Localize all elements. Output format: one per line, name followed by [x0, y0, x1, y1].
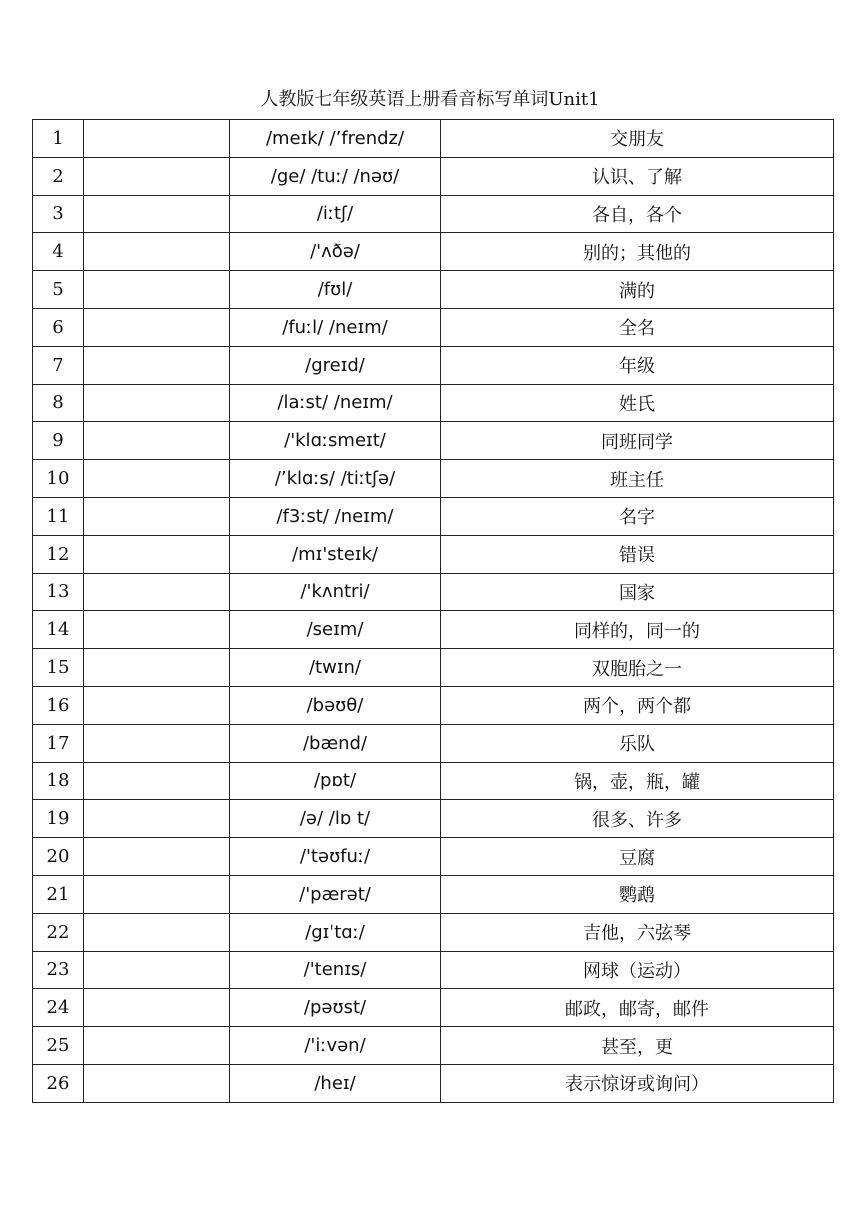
table-row — [33, 951, 834, 989]
table-row — [33, 422, 834, 460]
table-row — [33, 233, 834, 271]
phonetic-transcription: /'ʌðə/ — [230, 233, 441, 271]
chinese-meaning: 很多、许多 — [441, 800, 834, 838]
row-number: 6 — [33, 308, 84, 346]
row-number: 20 — [33, 838, 84, 876]
row-number: 24 — [33, 989, 84, 1027]
table-row — [33, 573, 834, 611]
chinese-meaning: 吉他，六弦琴 — [441, 913, 834, 951]
chinese-meaning: 交朋友 — [441, 120, 834, 158]
phonetic-transcription: /mɪ'steɪk/ — [230, 535, 441, 573]
answer-blank[interactable] — [84, 384, 230, 422]
chinese-meaning: 姓氏 — [441, 384, 834, 422]
row-number: 16 — [33, 686, 84, 724]
vocabulary-table — [32, 119, 834, 1103]
row-number: 25 — [33, 1027, 84, 1065]
row-number: 26 — [33, 1064, 84, 1102]
chinese-meaning: 班主任 — [441, 460, 834, 498]
phonetic-transcription: /bəʊθ/ — [230, 686, 441, 724]
chinese-meaning: 名字 — [441, 497, 834, 535]
row-number: 12 — [33, 535, 84, 573]
row-number: 7 — [33, 346, 84, 384]
row-number: 10 — [33, 460, 84, 498]
answer-blank[interactable] — [84, 120, 230, 158]
row-number: 9 — [33, 422, 84, 460]
vocabulary-table-body — [33, 120, 834, 1103]
answer-blank[interactable] — [84, 422, 230, 460]
table-row — [33, 460, 834, 498]
row-number: 3 — [33, 195, 84, 233]
chinese-meaning: 同班同学 — [441, 422, 834, 460]
phonetic-transcription: /'tenɪs/ — [230, 951, 441, 989]
phonetic-transcription: /’klɑːs/ /tiːtʃə/ — [230, 460, 441, 498]
answer-blank[interactable] — [84, 1064, 230, 1102]
chinese-meaning: 别的；其他的 — [441, 233, 834, 271]
table-row — [33, 762, 834, 800]
answer-blank[interactable] — [84, 913, 230, 951]
answer-blank[interactable] — [84, 800, 230, 838]
row-number: 2 — [33, 157, 84, 195]
chinese-meaning: 邮政，邮寄，邮件 — [441, 989, 834, 1027]
row-number: 23 — [33, 951, 84, 989]
table-row — [33, 649, 834, 687]
phonetic-transcription: /pɒt/ — [230, 762, 441, 800]
table-row — [33, 724, 834, 762]
answer-blank[interactable] — [84, 724, 230, 762]
phonetic-transcription: /twɪn/ — [230, 649, 441, 687]
table-row — [33, 120, 834, 158]
table-row — [33, 1027, 834, 1065]
phonetic-transcription: /fuːl/ /neɪm/ — [230, 308, 441, 346]
table-row — [33, 308, 834, 346]
table-row — [33, 800, 834, 838]
table-row — [33, 989, 834, 1027]
phonetic-transcription: /meɪk/ /’frendz/ — [230, 120, 441, 158]
row-number: 19 — [33, 800, 84, 838]
answer-blank[interactable] — [84, 573, 230, 611]
table-row — [33, 838, 834, 876]
chinese-meaning: 网球（运动） — [441, 951, 834, 989]
chinese-meaning: 甚至，更 — [441, 1027, 834, 1065]
table-row — [33, 384, 834, 422]
answer-blank[interactable] — [84, 649, 230, 687]
chinese-meaning: 两个，两个都 — [441, 686, 834, 724]
answer-blank[interactable] — [84, 233, 230, 271]
chinese-meaning: 乐队 — [441, 724, 834, 762]
row-number: 13 — [33, 573, 84, 611]
answer-blank[interactable] — [84, 195, 230, 233]
table-row — [33, 497, 834, 535]
row-number: 21 — [33, 875, 84, 913]
table-row — [33, 875, 834, 913]
table-row — [33, 913, 834, 951]
answer-blank[interactable] — [84, 497, 230, 535]
answer-blank[interactable] — [84, 838, 230, 876]
row-number: 1 — [33, 120, 84, 158]
row-number: 15 — [33, 649, 84, 687]
row-number: 18 — [33, 762, 84, 800]
answer-blank[interactable] — [84, 875, 230, 913]
phonetic-transcription: /gɪˈtɑː/ — [230, 913, 441, 951]
phonetic-transcription: /heɪ/ — [230, 1064, 441, 1102]
row-number: 14 — [33, 611, 84, 649]
page-title: 人教版七年级英语上册看音标写单词Unit1 — [260, 89, 600, 110]
chinese-meaning: 鹦鹉 — [441, 875, 834, 913]
answer-blank[interactable] — [84, 460, 230, 498]
phonetic-transcription: /'klɑːsmeɪt/ — [230, 422, 441, 460]
chinese-meaning: 全名 — [441, 308, 834, 346]
phonetic-transcription: /seɪm/ — [230, 611, 441, 649]
phonetic-transcription: /f3ːst/ /neɪm/ — [230, 497, 441, 535]
chinese-meaning: 国家 — [441, 573, 834, 611]
chinese-meaning: 年级 — [441, 346, 834, 384]
phonetic-transcription: /greɪd/ — [230, 346, 441, 384]
phonetic-transcription: /iːtʃ/ — [230, 195, 441, 233]
chinese-meaning: 双胞胎之一 — [441, 649, 834, 687]
phonetic-transcription: /bænd/ — [230, 724, 441, 762]
answer-blank[interactable] — [84, 1027, 230, 1065]
chinese-meaning: 满的 — [441, 271, 834, 309]
row-number: 4 — [33, 233, 84, 271]
answer-blank[interactable] — [84, 271, 230, 309]
chinese-meaning: 错误 — [441, 535, 834, 573]
row-number: 8 — [33, 384, 84, 422]
phonetic-transcription: /'təʊfuː/ — [230, 838, 441, 876]
answer-blank[interactable] — [84, 762, 230, 800]
chinese-meaning: 各自，各个 — [441, 195, 834, 233]
phonetic-transcription: /'kʌntri/ — [230, 573, 441, 611]
answer-blank[interactable] — [84, 611, 230, 649]
table-row — [33, 1064, 834, 1102]
answer-blank[interactable] — [84, 308, 230, 346]
answer-blank[interactable] — [84, 989, 230, 1027]
chinese-meaning: 豆腐 — [441, 838, 834, 876]
answer-blank[interactable] — [84, 157, 230, 195]
table-row — [33, 195, 834, 233]
phonetic-transcription: /fʊl/ — [230, 271, 441, 309]
table-row — [33, 611, 834, 649]
chinese-meaning: 认识、了解 — [441, 157, 834, 195]
answer-blank[interactable] — [84, 346, 230, 384]
answer-blank[interactable] — [84, 951, 230, 989]
table-row — [33, 157, 834, 195]
chinese-meaning: 锅，壶，瓶，罐 — [441, 762, 834, 800]
table-row — [33, 686, 834, 724]
chinese-meaning: 表示惊讶或询问） — [441, 1064, 834, 1102]
phonetic-transcription: /ge/ /tuː/ /nəʊ/ — [230, 157, 441, 195]
answer-blank[interactable] — [84, 535, 230, 573]
chinese-meaning: 同样的，同一的 — [441, 611, 834, 649]
phonetic-transcription: /'iːvən/ — [230, 1027, 441, 1065]
table-row — [33, 346, 834, 384]
row-number: 5 — [33, 271, 84, 309]
row-number: 11 — [33, 497, 84, 535]
table-row — [33, 535, 834, 573]
row-number: 22 — [33, 913, 84, 951]
phonetic-transcription: /ə/ /lɒ t/ — [230, 800, 441, 838]
phonetic-transcription: /laːst/ /neɪm/ — [230, 384, 441, 422]
table-row — [33, 271, 834, 309]
phonetic-transcription: /pəʊst/ — [230, 989, 441, 1027]
row-number: 17 — [33, 724, 84, 762]
phonetic-transcription: /'pærət/ — [230, 875, 441, 913]
answer-blank[interactable] — [84, 686, 230, 724]
